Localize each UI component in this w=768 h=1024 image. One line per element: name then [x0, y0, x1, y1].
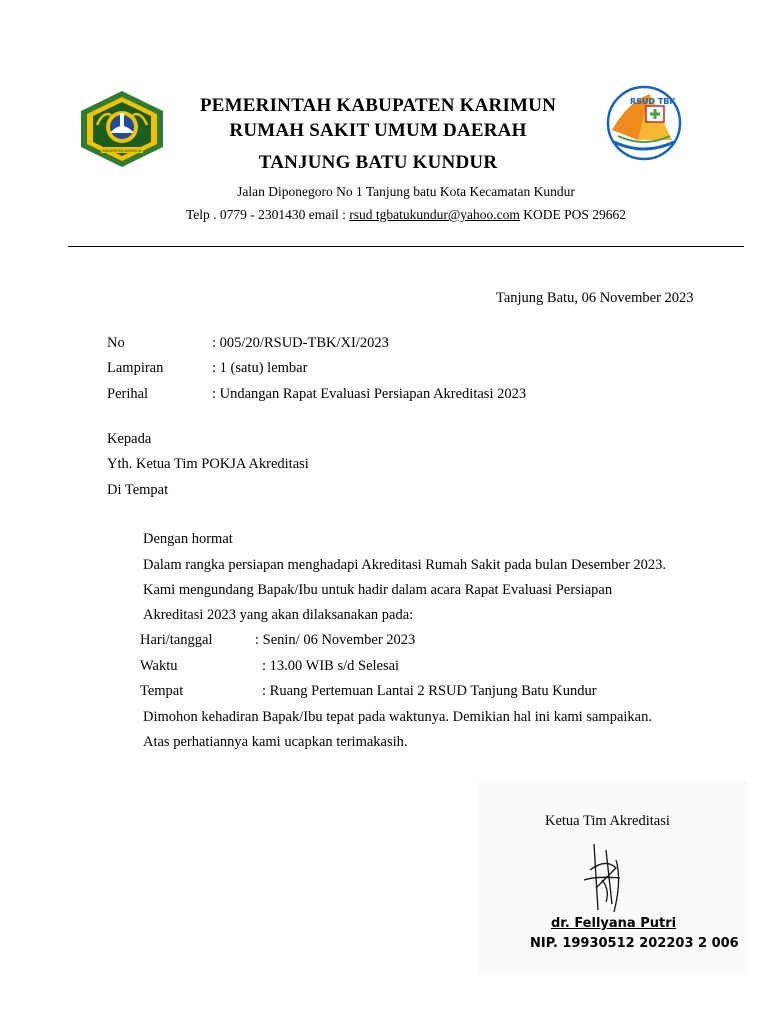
recipient-name: Yth. Ketua Tim POKJA Akreditasi: [107, 456, 309, 472]
signature-title: Ketua Tim Akreditasi: [545, 813, 670, 829]
signatory-name: dr. Fellyana Putri: [551, 916, 677, 931]
logo-right-caption: RSUD TBK: [630, 97, 676, 106]
logo-left-caption: KABUPATEN KARIMUN: [102, 149, 142, 153]
rsud-tbk-logo: [598, 84, 690, 162]
letterhead-government: PEMERINTAH KABUPATEN KARIMUN: [199, 95, 557, 116]
greeting: Dengan hormat: [143, 531, 233, 547]
paragraph-1: Dalam rangka persiapan menghadapi Akreditasi Rumah Sakit pada bulan Desember 2023.: [143, 557, 667, 573]
meta-value-subject: : Undangan Rapat Evaluasi Persiapan Akreditasi 2023: [212, 386, 527, 402]
paragraph-5: Atas perhatiannya kami ucapkan terimakasih.: [143, 734, 408, 750]
detail-label-time: Waktu: [140, 658, 178, 674]
detail-value-date: : Senin/ 06 November 2023: [255, 632, 416, 648]
handwritten-signature: [576, 840, 636, 920]
recipient-place: Di Tempat: [107, 482, 169, 498]
meta-label-number: No: [107, 335, 125, 351]
recipient-kepada: Kepada: [107, 431, 152, 447]
meta-value-number: : 005/20/RSUD-TBK/XI/2023: [212, 335, 389, 351]
paragraph-3: Akreditasi 2023 yang akan dilaksanakan pada:: [143, 607, 414, 623]
letterhead-divider: [68, 246, 744, 247]
detail-value-time: : 13.00 WIB s/d Selesai: [262, 658, 400, 674]
meta-value-attachment: : 1 (satu) lembar: [212, 360, 308, 376]
letterhead-address: Jalan Diponegoro No 1 Tanjung batu Kota Kecamatan Kundur: [237, 184, 575, 199]
letterhead-hospital-name: TANJUNG BATU KUNDUR: [258, 152, 498, 173]
detail-label-place: Tempat: [140, 683, 184, 699]
place-and-date: Tanjung Batu, 06 November 2023: [496, 290, 694, 306]
detail-label-date: Hari/tanggal: [140, 632, 213, 648]
letterhead-phone: Telp . 0779 - 2301430 email :: [185, 207, 350, 222]
meta-label-subject: Perihal: [107, 386, 149, 402]
paragraph-4: Dimohon kehadiran Bapak/Ibu tepat pada waktunya. Demikian hal ini kami sampaikan.: [143, 709, 652, 725]
paragraph-2: Kami mengundang Bapak/Ibu untuk hadir dalam acara Rapat Evaluasi Persiapan: [143, 582, 613, 598]
letterhead-email: rsud tgbatukundur@yahoo.com: [349, 207, 520, 222]
detail-value-place: : Ruang Pertemuan Lantai 2 RSUD Tanjung Batu Kundur: [262, 683, 597, 699]
letterhead-hospital-type: RUMAH SAKIT UMUM DAERAH: [229, 120, 527, 141]
signatory-nip: NIP. 19930512 202203 2 006: [530, 936, 739, 951]
meta-label-attachment: Lampiran: [107, 360, 164, 376]
letterhead-contact: [0, 207, 768, 223]
letterhead-postal: KODE POS 29662: [519, 207, 627, 222]
